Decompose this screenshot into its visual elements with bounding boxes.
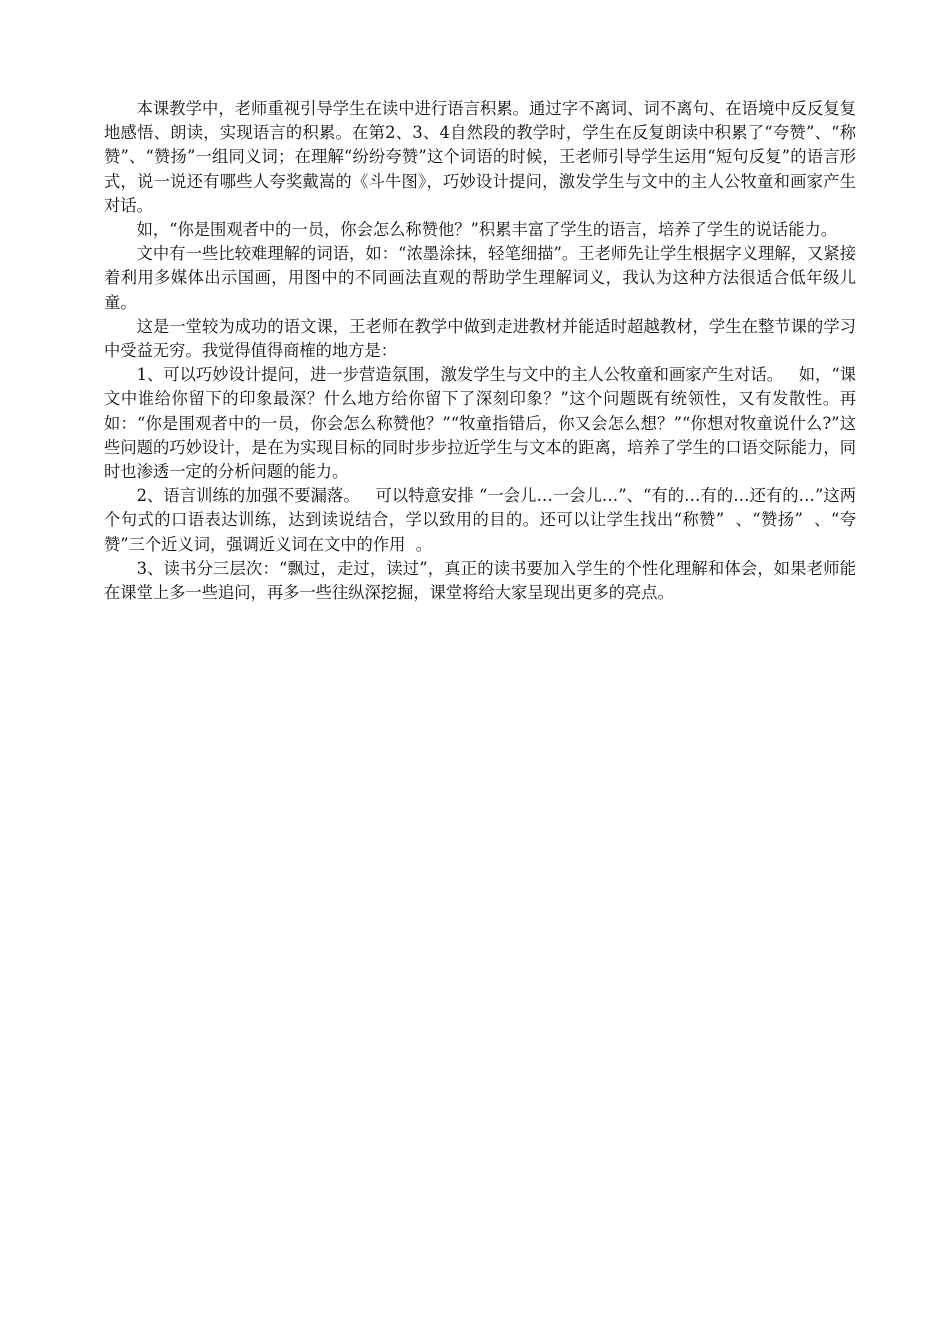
paragraph-point-2: 2、语言训练的加强不要漏落。 可以特意安排 “一会儿…一会儿…”、“有的…有的…还有的…”这两个句式的口语表达训练，达到读说结合，学以致用的目的。还可以让学生找出“称赞” 、“赞扬” 、“夸赞”三个近义词，强调近义词在文中的作用 。 (104, 486, 856, 554)
paragraph-difficult-words: 文中有一些比较难理解的词语，如：“浓墨涂抹，轻笔细描”。王老师先让学生根据字义理解，又紧接着利用多媒体出示国画，用图中的不同画法直观的帮助学生理解词义，我认为这种方法很适合低年级儿童。 (104, 244, 856, 312)
paragraph-summary: 这是一堂较为成功的语文课，王老师在教学中做到走进教材并能适时超越教材，学生在整节课的学习中受益无穷。我觉得值得商榷的地方是： (104, 316, 856, 361)
paragraph-point-3: 3、读书分三层次：“飘过，走过，读过”，真正的读书要加入学生的个性化理解和体会，如果老师能在课堂上多一些追问，再多一些往纵深挖掘，课堂将给大家呈现出更多的亮点。 (104, 558, 856, 603)
paragraph-teaching-accumulation: 本课教学中，老师重视引导学生在读中进行语言积累。通过字不离词、词不离句、在语境中反反复复地感悟、朗读，实现语言的积累。在第2、3、4自然段的教学时，学生在反复朗读中积累了“夸赞”、“称赞”、“赞扬”一组同义词；在理解“纷纷夸赞”这个词语的时候，王老师引导学生运用“短句反复”的语言形式，说一说还有哪些人夸奖戴嵩的《斗牛图》，巧妙设计提问，激发学生与文中的主人公牧童和画家产生对话。 (104, 99, 856, 215)
document-page (104, 97, 856, 605)
paragraph-example-question: 如，“你是围观者中的一员，你会怎么称赞他？”积累丰富了学生的语言，培养了学生的说话能力。 (136, 220, 838, 240)
paragraph-point-1: 1、可以巧妙设计提问，进一步营造氛围，激发学生与文中的主人公牧童和画家产生对话。 如，“课文中谁给你留下的印象最深？什么地方给你留下了深刻印象？”这个问题既有统领性，又有发散性。再如：“你是围观者中的一员，你会怎么称赞他？”“牧童指错后，你又会怎么想？”“你想对牧童说什么?”这些问题的巧妙设计，是在为实现目标的同时步步拉近学生与文本的距离，培养了学生的口语交际能力，同时也渗透一定的分析问题的能力。 (104, 365, 856, 482)
